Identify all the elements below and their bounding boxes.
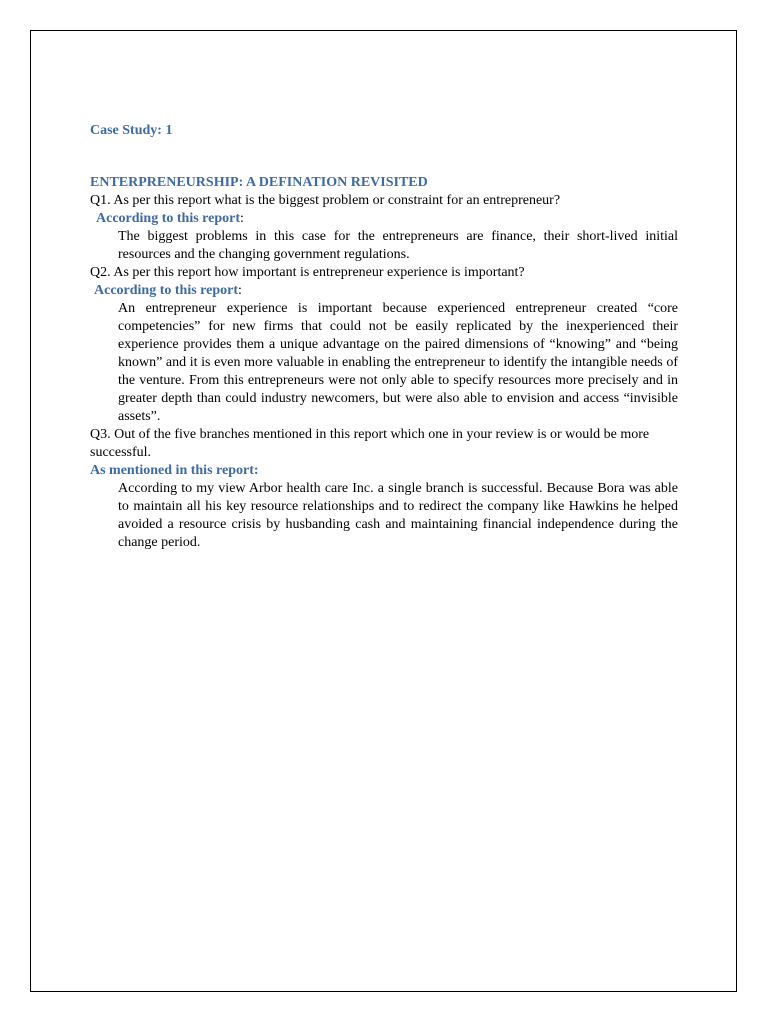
case-study-title: Case Study: 1 <box>90 123 173 138</box>
answer-label-2-colon: : <box>238 283 242 298</box>
question-1: Q1. As per this report what is the biggest problem or constraint for an entrepreneur? <box>90 193 561 208</box>
answer-label-1-colon: : <box>240 211 244 226</box>
answer-label-1 <box>90 210 678 228</box>
question-3: Q3. Out of the five branches mentioned in this report which one in your review is or would be more successful. <box>90 427 650 460</box>
answer-3: According to my view Arbor health care Inc. a single branch is successful. Because Bora was able to maintain all his key resource relationships and to redirect the company like Hawkins he helped avoided a resource crisis by husbanding cash and maintaining financial independence during the change period. <box>118 481 678 550</box>
document-content <box>90 122 678 552</box>
answer-2: An entrepreneur experience is important because experienced entrepreneur created “core competencies” for new firms that could not be easily replicated by the inexperienced their experience provides them a unique advantage on the paired dimensions of “knowing” and “being known” and it is even more valuable in enabling the entrepreneur to identify the intangible needs of the venture. From this entrepreneurs were not only able to specify resources more precisely and in greater depth than could industry newcomers, but were also able to envision and access “invisible assets”. <box>118 301 678 424</box>
answer-label-3-text: As mentioned in this report <box>90 463 254 478</box>
answer-1: The biggest problems in this case for the entrepreneurs are finance, their short-lived initial resources and the changing government regulations. <box>118 229 678 262</box>
answer-label-1-text: According to this report <box>96 211 240 226</box>
answer-label-3-colon: : <box>253 463 259 478</box>
answer-label-2 <box>90 282 678 300</box>
question-2: Q2. As per this report how important is entrepreneur experience is important? <box>90 265 525 280</box>
answer-label-2-text: According to this report <box>94 283 238 298</box>
answer-label-3 <box>90 462 678 480</box>
main-heading: ENTERPRENEURSHIP: A DEFINATION REVISITED <box>90 175 428 190</box>
